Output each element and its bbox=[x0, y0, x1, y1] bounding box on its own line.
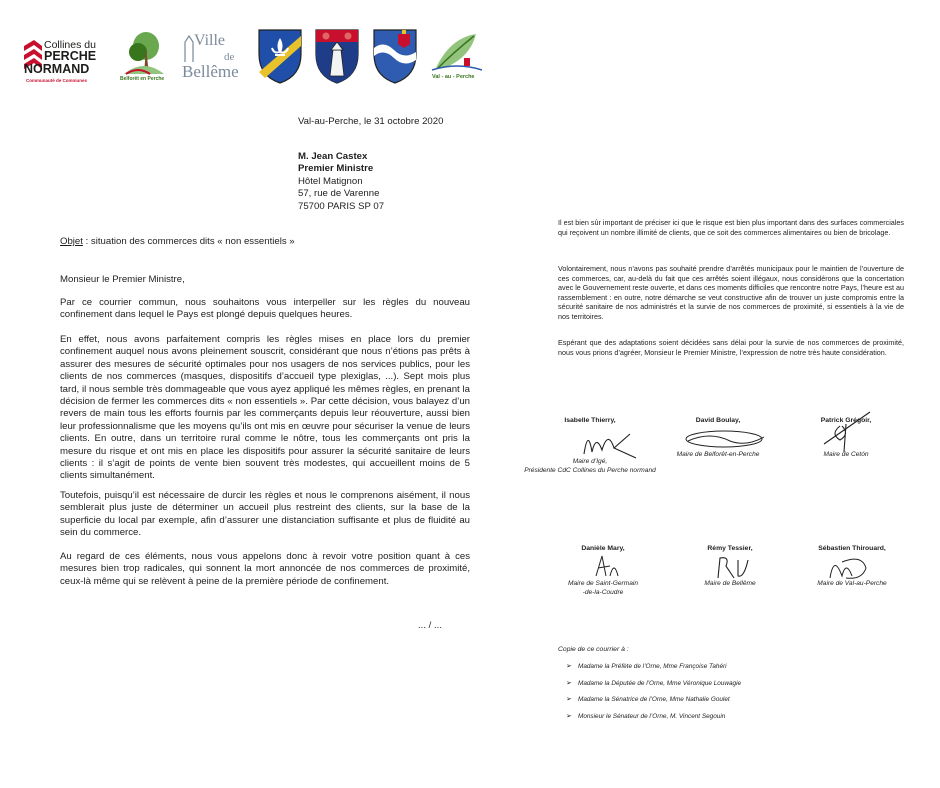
copy-title: Copie de ce courrier à : bbox=[558, 646, 629, 653]
collines-perche-normand-logo bbox=[22, 28, 110, 88]
copy-item bbox=[566, 695, 741, 704]
signatory-4-role-2: -de-la-Coudre bbox=[582, 589, 624, 596]
leaf-landscape-icon bbox=[430, 28, 484, 74]
recipient-block bbox=[298, 151, 384, 213]
belleme-name: Bellême bbox=[182, 62, 239, 81]
belleme-ville: Ville bbox=[194, 32, 226, 49]
continuation-mark: ... / ... bbox=[418, 620, 442, 631]
object-line bbox=[60, 236, 295, 248]
coat-of-arms-1 bbox=[257, 28, 305, 88]
recipient-address-3: 75700 PARIS SP 07 bbox=[298, 200, 385, 212]
signatory-3-role: Maire de Cetón bbox=[823, 451, 869, 458]
recipient-name: M. Jean Castex bbox=[298, 151, 368, 162]
signature-4 bbox=[588, 552, 628, 582]
belforet-caption: Belforêt en Perche bbox=[120, 76, 165, 82]
val-au-perche-logo bbox=[430, 28, 484, 88]
paragraph-2: En effet, nous avons parfaitement compris les règles mises en place lors du premier confinement auquel nous avons pleinement souscrit, considérant que nous n’étions pas prêts à assurer des mesures de sécurité optimales pour nos usagers de nos services publics, pour les clients de nos commerces (masques, dispositifs d’accueil type plexiglas, ...). Sept mois plus tard, il nous semble très dommageable que vous ayez appliqué les mêmes règles, en prenant la décision de fermer les commerces dits « non essentiels ». Par cette décision, vous balayez d’un revers de main tous les efforts fournis par les commerçants depuis leur réouverture, aussi bien leur professionnalisme que les moyens qu’ils ont mis en œuvre pour sécuriser la venue de leurs clients. En outre, dans un territoire rural comme le nôtre, tous les commerçants ont pris la mesure du risque et ont mis en place les dispositifs pour assurer la sécurité sanitaire de leurs clients : il s’agit de points de vente bien souvent très modestes, qui accueillent moins de 5 clients simultanément. bbox=[60, 334, 470, 482]
arrow-bullet-icon: ➢ bbox=[566, 679, 572, 687]
collines-line3: NORMAND bbox=[24, 62, 90, 76]
page2-paragraph-2: Volontairement, nous n’avons pas souhaité prendre d’arrêtés municipaux pour le maintien de l’ouverture de ces commerces, car, au-delà du fait que ces arrêtés soient illégaux, nous considérons que la concertation avec le Gouvernement reste ouverte, et dans ces moments difficiles que rencontre notre Pays, l’heure est au rassemblement : en outre, notre démarche se veut constructive afin de trouver un juste compromis entre la sécurité sanitaire de nos administrés et la survie de nos commerces de proximité, si essentiels à la vie de nos territoires. bbox=[558, 264, 904, 321]
signatory-4-role: Maire de Saint-Germain bbox=[568, 580, 638, 587]
signature-3 bbox=[810, 404, 880, 456]
copy-item bbox=[566, 712, 741, 721]
signatory-4-name: Danièle Mary, bbox=[581, 545, 625, 552]
signature-6 bbox=[822, 550, 872, 584]
collines-line4: Communauté de Communes bbox=[26, 78, 88, 83]
shield-wave-icon bbox=[372, 28, 418, 84]
copy-recipient-1: Madame la Préfète de l’Orne, Mme Françoise Tahéri bbox=[578, 663, 727, 670]
coat-of-arms-2 bbox=[314, 28, 362, 88]
belleme-logo bbox=[180, 28, 246, 88]
signatory-1-role-2: Présidente CdC Collines du Perche normand bbox=[524, 467, 656, 474]
recipient-address-1: Hôtel Matignon bbox=[298, 175, 363, 187]
copy-recipient-3: Madame la Sénatrice de l’Orne, Mme Nathalie Goulet bbox=[578, 696, 730, 703]
copy-item bbox=[566, 662, 741, 671]
signatory-3-name: Patrick Grégoir, bbox=[820, 417, 872, 424]
paragraph-4: Au regard de ces éléments, nous vous appelons donc à revoir votre position quant à ces mesures bien trop radicales, qui sonnent la mort annoncée de nos commerces de proximité, ceux-là même qui se relèvent à peine de la première période de confinement. bbox=[60, 551, 470, 587]
shield-tower-icon bbox=[314, 28, 360, 84]
signature-5 bbox=[708, 552, 758, 582]
copy-list bbox=[566, 662, 741, 721]
signatory-2-role: Maire de Belforêt-en-Perche bbox=[676, 451, 760, 458]
signatory-1-role: Maire d’Igé, bbox=[572, 458, 608, 465]
val-au-perche-caption: Val - au - Perche bbox=[432, 74, 475, 80]
signatory-6-role: Maire de Val-au-Perche bbox=[817, 580, 887, 587]
arrow-bullet-icon: ➢ bbox=[566, 663, 572, 670]
copy-recipient-4: Monsieur le Sénateur de l’Orne, M. Vincent Segouin bbox=[578, 712, 726, 720]
belleme-de: de bbox=[224, 51, 235, 63]
page2-paragraph-3: Espérant que des adaptations soient décidées sans délai pour la survie de nos commerces de proximité, nous vous prions d’agréer, Monsieur le Premier Ministre, l’expression de notre très haute considération. bbox=[558, 338, 904, 357]
copy-recipient-2: Madame la Députée de l’Orne, Mme Véronique Louwagie bbox=[578, 679, 742, 687]
letter-page-2 bbox=[524, 0, 940, 788]
recipient-address-2: 57, rue de Varenne bbox=[298, 188, 380, 200]
salutation: Monsieur le Premier Ministre, bbox=[60, 274, 185, 285]
recipient-title: Premier Ministre bbox=[298, 163, 374, 175]
shield-fleur-de-lis-icon bbox=[257, 28, 303, 84]
paragraph-3: Toutefois, puisqu’il est nécessaire de durcir les règles et nous le comprenons aisément, il nous semblerait plus juste de déterminer un accueil plus restreint des clients, sur la base de la superficie du local par exemple, afin d’assurer une distanciation suffisante et plus de fluidité au sein du commerce. bbox=[60, 490, 470, 539]
arrow-bullet-icon: ➢ bbox=[566, 712, 572, 720]
belforet-logo bbox=[120, 28, 168, 88]
page2-paragraph-1: Il est bien sûr important de préciser ici que le risque est bien plus important dans des surfaces commerciales qui reçoivent un nombre illimité de clients, que ce soit des commerces alimentaires ou bien de bricolage. bbox=[558, 218, 904, 237]
paragraph-1: Par ce courrier commun, nous souhaitons vous interpeller sur les règles du nouveau confinement dans lequel le Pays est plongé depuis quelques heures. bbox=[60, 297, 470, 321]
signature-2 bbox=[680, 425, 770, 453]
signatory-1-name: Isabelle Thierry, bbox=[564, 417, 616, 424]
signature-1 bbox=[574, 424, 644, 464]
arrow-bullet-icon: ➢ bbox=[566, 696, 572, 703]
signatory-5-name: Rémy Tessier, bbox=[707, 545, 753, 552]
object-label: Objet bbox=[60, 236, 83, 247]
object-text: : situation des commerces dits « non essentiels » bbox=[82, 236, 295, 247]
signatory-5-role: Maire de Bellême bbox=[704, 580, 756, 587]
tree-icon bbox=[120, 28, 168, 76]
collines-line1: Collines du bbox=[44, 39, 96, 51]
signatory-6-name: Sébastien Thirouard, bbox=[818, 545, 886, 552]
collines-line2: PERCHE bbox=[44, 49, 97, 63]
date-line: Val-au-Perche, le 31 octobre 2020 bbox=[298, 116, 444, 127]
signatory-2-name: David Boulay, bbox=[695, 417, 741, 424]
coat-of-arms-3 bbox=[372, 28, 420, 88]
copy-item bbox=[566, 679, 741, 688]
